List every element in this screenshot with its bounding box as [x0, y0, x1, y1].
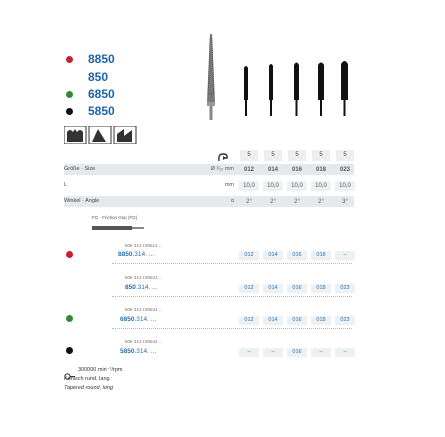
spec-value: 014: [267, 166, 278, 173]
product-size: 012: [239, 316, 259, 325]
spec-value: 016: [291, 166, 302, 173]
spec-unit-length: mm: [224, 182, 234, 188]
model-5850: 5850: [88, 104, 115, 118]
pack-value: 5: [288, 150, 306, 161]
row-separator: [112, 263, 352, 264]
product-suffix: .314. ...: [135, 284, 158, 291]
product-size: 016: [287, 316, 307, 325]
product-code: 5850: [120, 348, 135, 355]
shape-name-de: Konisch rund, lang: [64, 376, 110, 382]
model-6850: 6850: [88, 87, 115, 101]
product-size: 018: [311, 316, 331, 325]
spec-label-angle: Winkel · Angle: [64, 198, 100, 204]
spec-unit-angle: α: [230, 198, 234, 204]
pack-icon: [217, 150, 229, 161]
product-code: 850: [125, 284, 136, 291]
spec-value: 2°: [318, 198, 324, 205]
spec-label-size: Größe · Size: [64, 166, 96, 172]
product-code: 8850: [118, 251, 133, 258]
product-size: 023: [335, 284, 355, 293]
product-size: –: [335, 251, 355, 260]
spec-value: 10,0: [287, 181, 307, 191]
color-dot-black: [66, 347, 73, 354]
product-number: [120, 316, 156, 323]
shape-name-en: Tapered round, long: [64, 385, 114, 391]
pack-value: 5: [264, 150, 282, 161]
product-suffix: .314. ...: [134, 348, 157, 355]
product-number: [125, 284, 158, 291]
model-850: 850: [88, 70, 109, 84]
color-dot-green: [66, 91, 73, 98]
color-dot-green: [66, 315, 73, 322]
bur-illustrations: [200, 34, 360, 120]
pack-value: 5: [312, 150, 330, 161]
speed-note: 300000 min⁻¹/rpm: [78, 367, 123, 373]
spec-value: 023: [339, 166, 350, 173]
spec-value: 10,0: [263, 181, 283, 191]
product-size: 018: [311, 284, 331, 293]
shank-label: FG · Friction Grip (FG): [92, 215, 138, 220]
product-size: 014: [263, 316, 283, 325]
application-symbols: [64, 126, 138, 144]
model-8850: 8850: [88, 52, 115, 66]
color-dot-red: [66, 56, 73, 63]
pack-value: 5: [336, 150, 354, 161]
product-size: 014: [263, 284, 283, 293]
spec-value: 3°: [342, 198, 348, 205]
product-size: –: [263, 348, 283, 357]
product-size: 014: [263, 251, 283, 260]
color-dot-red: [66, 251, 73, 258]
product-size: –: [335, 348, 355, 357]
product-size: 016: [287, 284, 307, 293]
spec-value: 012: [243, 166, 254, 173]
spec-value: 2°: [270, 198, 276, 205]
spec-unit-size: Ø ¹⁄₁₀ mm: [210, 166, 234, 172]
product-ref: 806 314 199534 ...: [125, 307, 163, 312]
product-size: –: [311, 348, 331, 357]
product-number: [120, 348, 156, 355]
spec-value: 2°: [246, 198, 252, 205]
spec-value: 018: [315, 166, 326, 173]
product-code: 6850: [120, 316, 135, 323]
speed-icon: [64, 367, 76, 374]
row-separator: [112, 328, 352, 329]
product-ref: 806 314 199514 ...: [125, 243, 163, 248]
product-suffix: .314. ...: [134, 316, 157, 323]
product-size: 023: [335, 316, 355, 325]
spec-label-length: L: [64, 182, 68, 188]
tooth-crown-icon: [64, 126, 138, 144]
product-number: [118, 251, 154, 258]
spec-value: 10,0: [239, 181, 259, 191]
product-suffix: .314. ...: [132, 251, 155, 258]
spec-value: 2°: [294, 198, 300, 205]
pack-value: 5: [240, 150, 258, 161]
row-separator: [112, 296, 352, 297]
bur-8850-drawing: [207, 34, 215, 120]
product-size: –: [239, 348, 259, 357]
product-size: 018: [311, 251, 331, 260]
product-size: 016: [287, 348, 307, 357]
spec-value: 10,0: [335, 181, 355, 191]
color-dot-black: [66, 108, 73, 115]
product-ref: 806 314 199524 ...: [125, 275, 163, 280]
product-size: 016: [287, 251, 307, 260]
product-ref: 806 314 199544 ...: [125, 339, 163, 344]
spec-value: 10,0: [311, 181, 331, 191]
product-size: 012: [239, 284, 259, 293]
shank-drawing: [92, 223, 144, 233]
bur-size-silhouettes: [244, 61, 348, 116]
product-size: 012: [239, 251, 259, 260]
